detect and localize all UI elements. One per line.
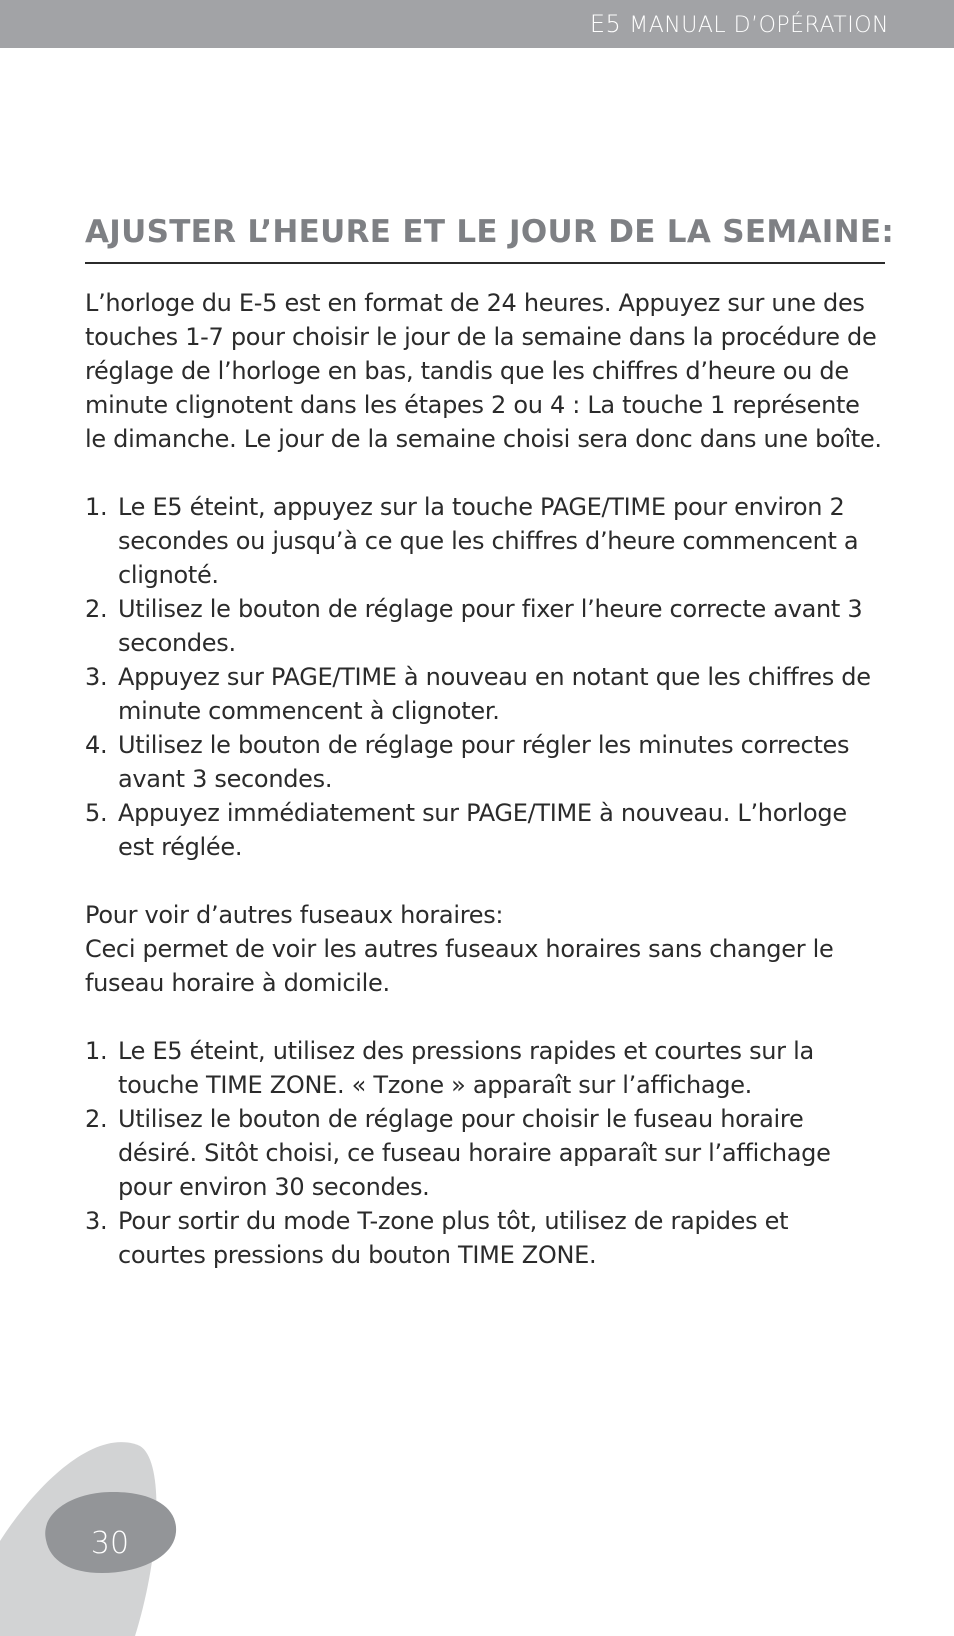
list-item-number: 1. bbox=[85, 493, 108, 521]
clock-steps-list bbox=[85, 490, 883, 864]
list-item-number: 4. bbox=[85, 731, 108, 759]
time-zones-intro: Ceci permet de voir les autres fuseaux horaires sans changer le fuseau horaire à domicile. bbox=[85, 935, 834, 997]
list-item-text: Le E5 éteint, appuyez sur la touche PAGE/TIME pour environ 2 secondes ou jusqu’à ce que les chiffres d’heure commencent a clignoté. bbox=[118, 493, 859, 589]
list-item-text: Utilisez le bouton de réglage pour choisir le fuseau horaire désiré. Sitôt choisi, ce fuseau horaire apparaît sur l’affichage pour environ 30 secondes. bbox=[118, 1105, 831, 1201]
time-zones-heading: Pour voir d’autres fuseaux horaires: bbox=[85, 901, 504, 929]
list-item bbox=[85, 1204, 883, 1272]
list-item-number: 5. bbox=[85, 799, 108, 827]
header-model: E5 bbox=[589, 10, 622, 38]
list-item-text: Pour sortir du mode T-zone plus tôt, utilisez de rapides et courtes pressions du bouton TIME ZONE. bbox=[118, 1207, 789, 1269]
list-item bbox=[85, 728, 883, 796]
list-item-number: 3. bbox=[85, 663, 108, 691]
list-item bbox=[85, 1034, 883, 1102]
page-content bbox=[85, 210, 895, 1272]
list-item bbox=[85, 490, 883, 592]
list-item-text: Utilisez le bouton de réglage pour régler les minutes correctes avant 3 secondes. bbox=[118, 731, 850, 793]
list-item-text: Appuyez immédiatement sur PAGE/TIME à nouveau. L’horloge est réglée. bbox=[118, 799, 847, 861]
header-document-title: MANUAL D’OPÉRATION bbox=[629, 13, 889, 38]
title-underline bbox=[85, 262, 885, 264]
list-item bbox=[85, 660, 883, 728]
intro-paragraph: L’horloge du E-5 est en format de 24 heures. Appuyez sur une des touches 1-7 pour choisir le jour de la semaine dans la procédure de réglage de l’horloge en bas, tandis que les chiffres d’heure ou de minute clignotent dans les étapes 2 ou 4 : La touche 1 représente le dimanche. Le jour de la semaine choisi sera donc dans une boîte. bbox=[85, 289, 882, 453]
list-item-number: 3. bbox=[85, 1207, 108, 1235]
page-number: 30 bbox=[90, 1526, 130, 1561]
time-zone-steps-list bbox=[85, 1034, 883, 1272]
list-item-text: Appuyez sur PAGE/TIME à nouveau en notant que les chiffres de minute commencent à clignoter. bbox=[118, 663, 871, 725]
list-item-text: Utilisez le bouton de réglage pour fixer l’heure correcte avant 3 secondes. bbox=[118, 595, 863, 657]
section-title: AJUSTER L’HEURE ET LE JOUR DE LA SEMAINE: bbox=[85, 214, 895, 250]
list-item bbox=[85, 796, 883, 864]
list-item bbox=[85, 592, 883, 660]
list-item-number: 1. bbox=[85, 1037, 108, 1065]
running-header bbox=[590, 10, 889, 38]
list-item-text: Le E5 éteint, utilisez des pressions rapides et courtes sur la touche TIME ZONE. « Tzone » apparaît sur l’affichage. bbox=[118, 1037, 814, 1099]
list-item-number: 2. bbox=[85, 1105, 108, 1133]
header-bar bbox=[0, 0, 954, 48]
list-item bbox=[85, 1102, 883, 1204]
list-item-number: 2. bbox=[85, 595, 108, 623]
